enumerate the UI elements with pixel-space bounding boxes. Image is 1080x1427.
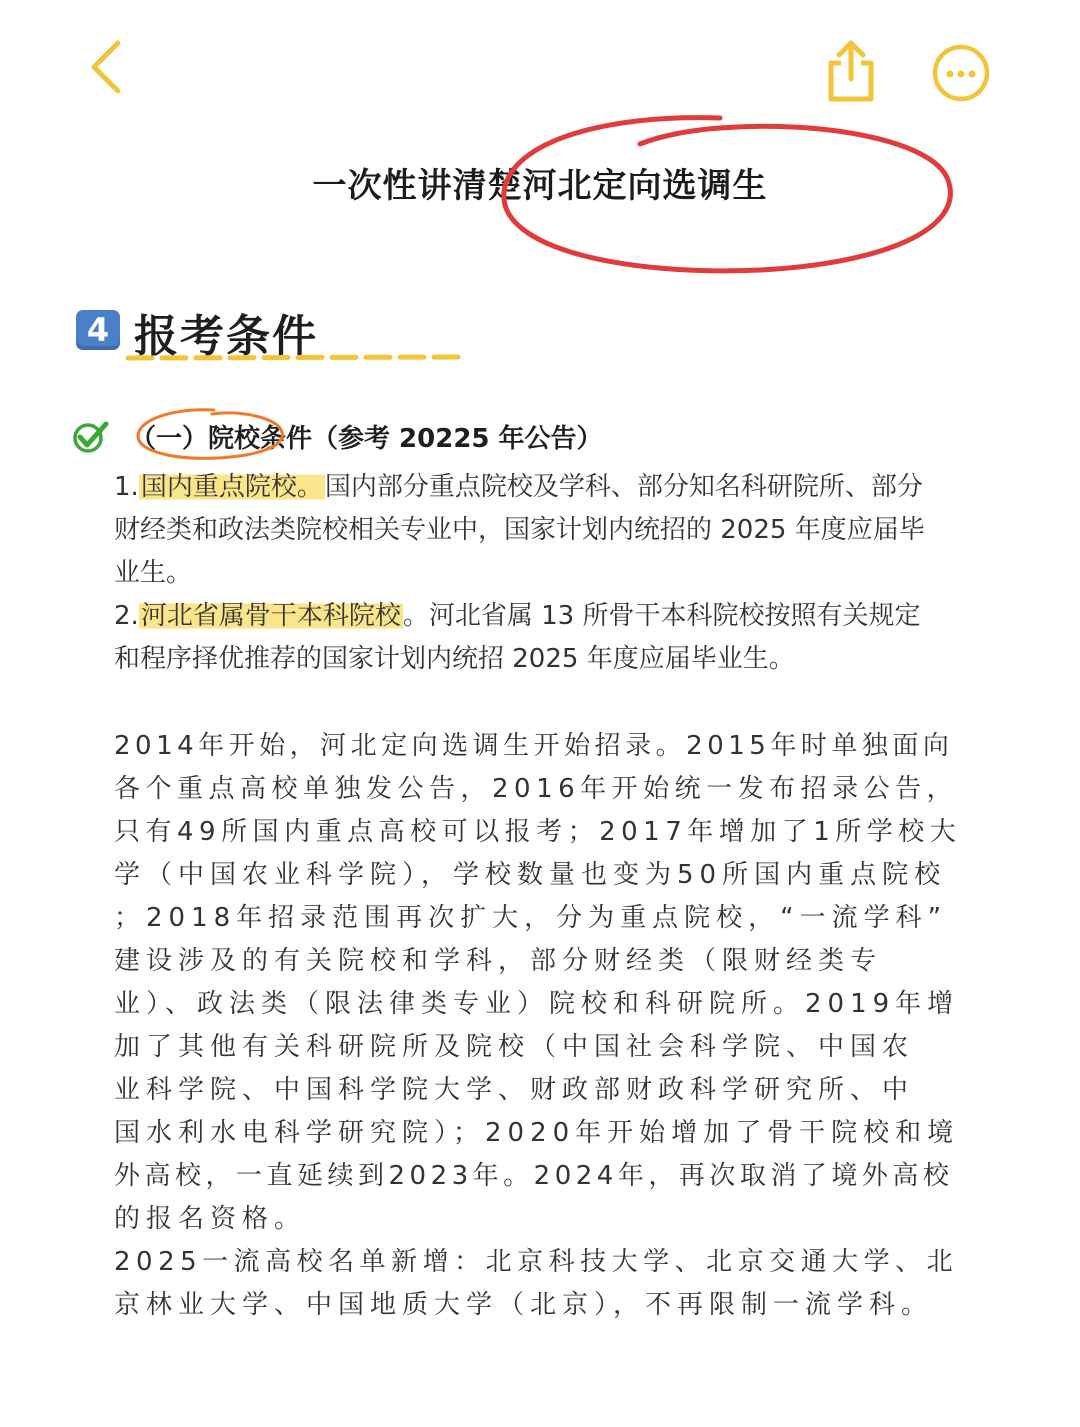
paragraph-line: 各个重点高校单独发公告，2016年开始统一发布招录公告， [114, 774, 959, 804]
top-bar [0, 0, 1080, 140]
section-number-badge: 4 [76, 310, 120, 350]
history-paragraph [114, 725, 964, 1327]
paragraph-line: 业科学院、中国科学院大学、财政部财政科学研究所、中 [114, 1075, 915, 1105]
paragraph-line: 2014年开始，河北定向选调生开始招录。2015年时单独面向 [114, 731, 954, 761]
subsection-heading: （一）院校条件（参考 20225 年公告） [130, 424, 603, 454]
highlighted-text: 国内重点院校。 [140, 472, 323, 502]
paragraph-line: 国水利水电科学研究院）；2020年开始增加了骨干院校和境 [114, 1118, 960, 1148]
more-icon[interactable] [930, 42, 992, 104]
paragraph-line: 京林业大学、中国地质大学（北京），不再限制一流学科。 [114, 1290, 934, 1320]
check-icon [72, 420, 110, 454]
paragraph-line: 业）、政法类（限法律类专业）院校和科研院所。2019年增 [114, 989, 960, 1019]
paragraph-line: 的报名资格。 [114, 1204, 307, 1234]
list-item: 1.国内重点院校。国内部分重点院校及学科、部分知名科研院所、部分 财经类和政法类院校相关专业中，国家计划内统招的 2025 年度应届毕 业生。 [114, 472, 925, 588]
share-icon[interactable] [820, 36, 882, 106]
chevron-left-icon[interactable] [78, 36, 134, 98]
section-title: 报考条件 [134, 311, 318, 362]
paragraph-line: 加了其他有关科研院所及院校（中国社会科学院、中国农 [114, 1032, 915, 1062]
dashed-underline [122, 348, 467, 364]
item-number: 1. [114, 472, 139, 502]
page-title: 一次性讲清楚河北定向选调生 [312, 166, 768, 206]
item-number: 2. [114, 601, 139, 631]
paragraph-line: 建设涉及的有关院校和学科，部分财经类（限财经类专 [114, 946, 883, 976]
paragraph-line: 外高校，一直延续到2023年。2024年，再次取消了境外高校 [114, 1161, 954, 1191]
list-item: 2.河北省属骨干本科院校。河北省属 13 所骨干本科院校按照有关规定 和程序择优推荐的国家计划内统招 2025 年度应届毕业生。 [114, 601, 921, 674]
paragraph-line: 2025一流高校名单新增：北京科技大学、北京交通大学、北 [114, 1247, 959, 1277]
paragraph-line: 学（中国农业科学院），学校数量也变为50所国内重点院校 [114, 860, 947, 890]
paragraph-line: ；2018年招录范围再次扩大，分为重点院校，“一流学科” [114, 903, 948, 933]
paragraph-line: 只有49所国内重点高校可以报考；2017年增加了1所学校大 [114, 817, 962, 847]
highlighted-text: 河北省属骨干本科院校 [140, 601, 401, 631]
